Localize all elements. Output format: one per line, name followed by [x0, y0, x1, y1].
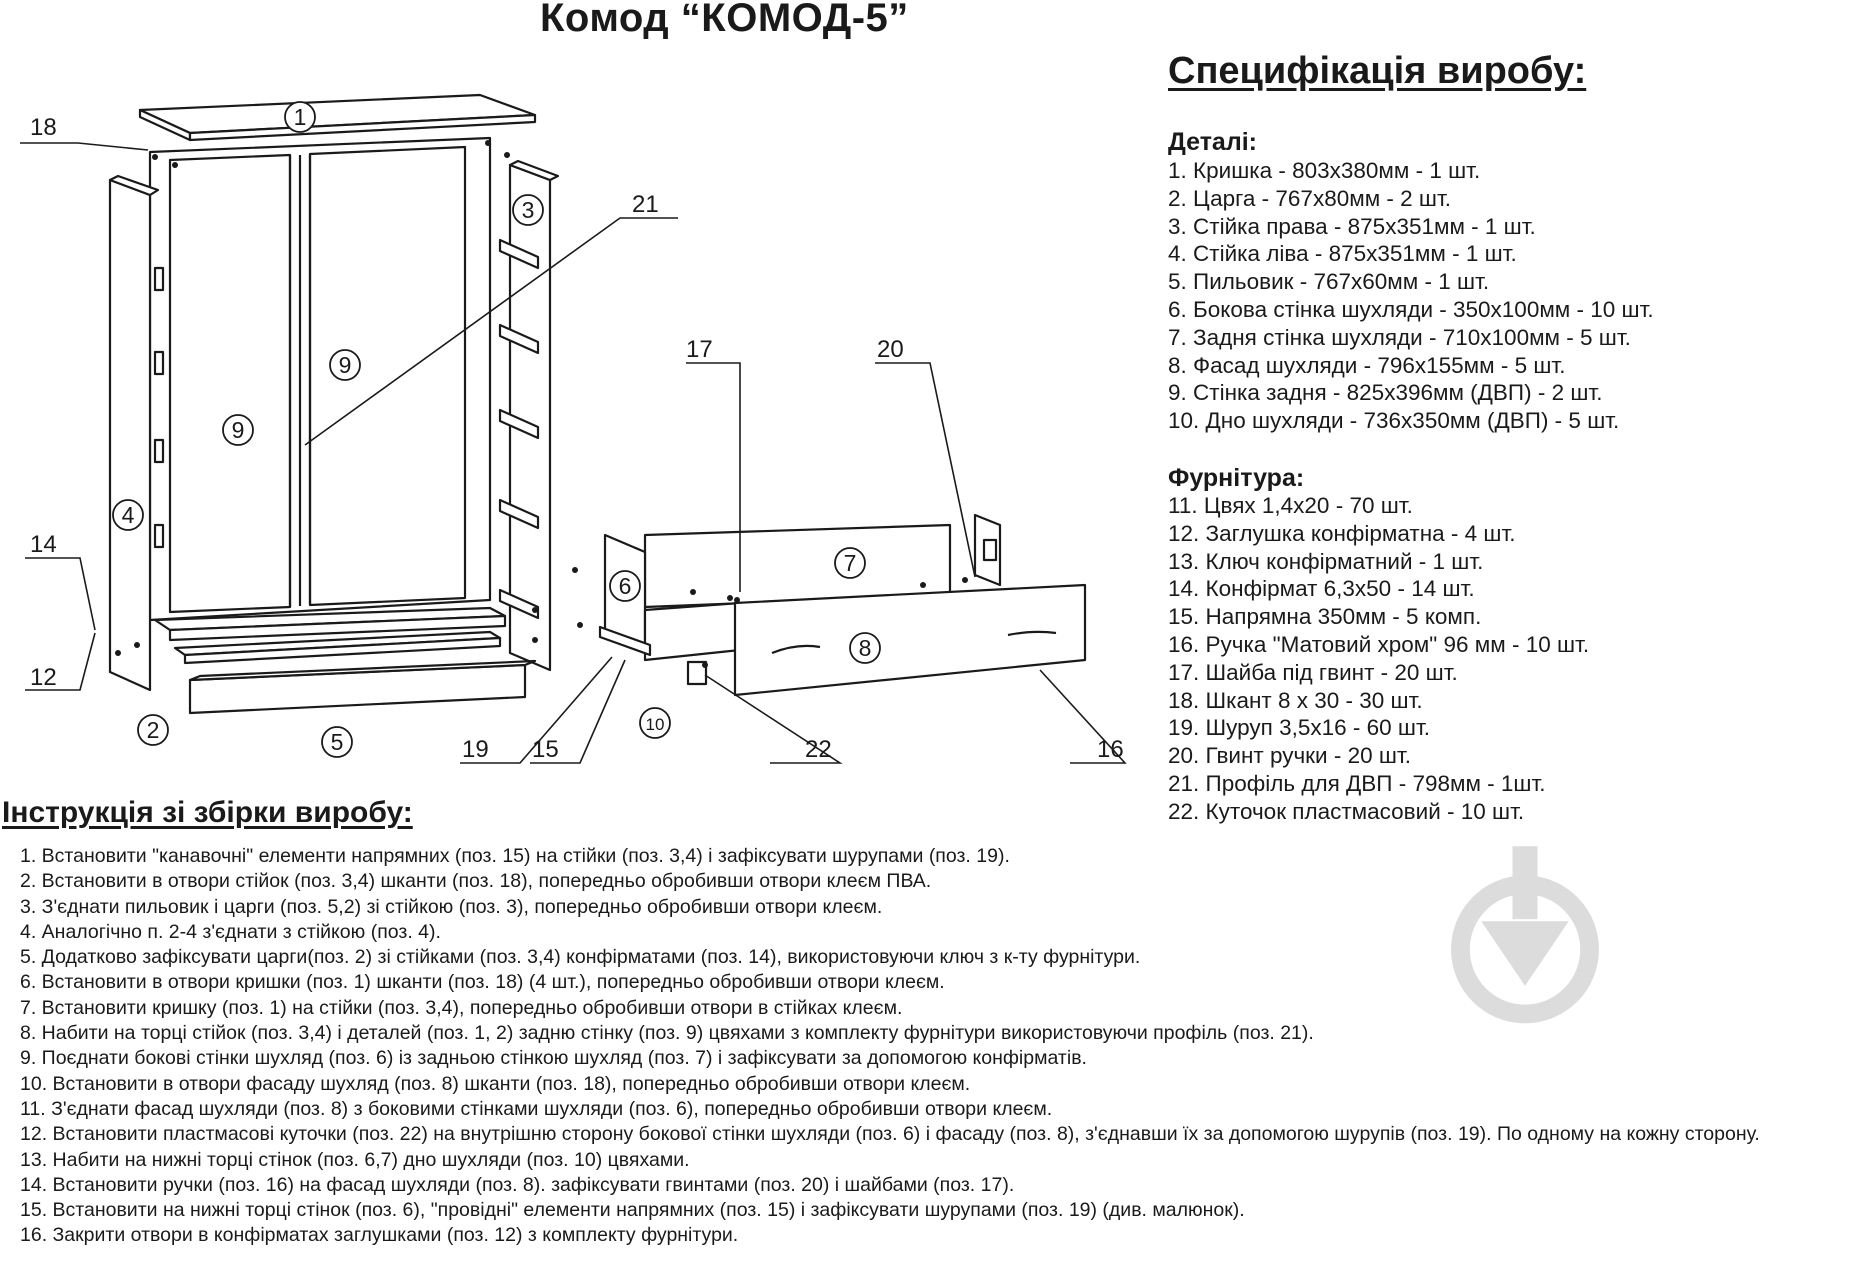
- circle-label: 3: [521, 197, 535, 223]
- circle-label: 10: [645, 715, 665, 734]
- back-panel-frame: [150, 138, 490, 620]
- instruction-step: 8. Набити на торці стійок (поз. 3,4) і деталей (поз. 1, 2) задню стінку (поз. 9) цвяхами з комплекту фурнітури використовуючи профіль (поз. 21).: [20, 1022, 1314, 1045]
- part-item: 4. Стійка ліва - 875х351мм - 1 шт.: [1168, 241, 1517, 267]
- circle-label: 5: [330, 729, 344, 755]
- hardware-item: 22. Куточок пластмасовий - 10 шт.: [1168, 798, 1525, 824]
- hardware-item: 16. Ручка "Матовий хром" 96 мм - 10 шт.: [1168, 631, 1590, 657]
- instruction-step: 14. Встановити ручки (поз. 16) на фасад шухляди (поз. 8). зафіксувати гвинтами (поз. 20) і шайбами (поз. 17).: [20, 1173, 1015, 1196]
- part-item: 8. Фасад шухляди - 796х155мм - 5 шт.: [1168, 352, 1566, 378]
- part-item: 6. Бокова стінка шухляди - 350х100мм - 10 шт.: [1168, 296, 1654, 322]
- instruction-step: 3. З'єднати пильовик і царги (поз. 5,2) зі стійкою (поз. 3), попередньо обробивши отвори клеєм.: [20, 895, 883, 918]
- circle-label: 6: [618, 573, 632, 599]
- document-title: Комод “КОМОД-5”: [540, 0, 909, 40]
- parts-heading: Деталі:: [1168, 128, 1257, 156]
- hardware-item: 13. Ключ конфірматний - 1 шт.: [1168, 548, 1484, 574]
- instruction-step: 6. Встановити в отвори кришки (поз. 1) шканти (поз. 18) (4 шт.), попередньо обробивши отвори клеєм.: [20, 971, 945, 994]
- callout-label: 20: [877, 336, 904, 363]
- callout-label: 19: [462, 736, 489, 763]
- instruction-step: 2. Встановити в отвори стійок (поз. 3,4) шканти (поз. 18), попередньо обробивши отвори клеєм ПВА.: [20, 870, 932, 893]
- circle-label: 4: [121, 502, 135, 528]
- callout-label: 12: [30, 664, 57, 691]
- instruction-step: 7. Встановити кришку (поз. 1) на стійки (поз. 3,4), попередньо обробивши отвори в стійках клеєм.: [20, 996, 903, 1019]
- hardware-item: 14. Конфірмат 6,3х50 - 14 шт.: [1168, 576, 1475, 602]
- part-item: 2. Царга - 767х80мм - 2 шт.: [1168, 185, 1452, 211]
- part-item: 7. Задня стінка шухляди - 710х100мм - 5 шт.: [1168, 324, 1631, 350]
- instruction-step: 15. Встановити на нижні торці стінок (поз. 6), "провідні" елементи напрямних (поз. 15) і зафіксувати шурупами (поз. 19) (див. малюнок).: [20, 1199, 1245, 1222]
- circle-label: 9: [338, 352, 352, 378]
- instruction-step: 9. Поєднати бокові стінки шухляд (поз. 6) із задньою стінкою шухляд (поз. 7) і зафіксувати за допомогою конфірматів.: [20, 1047, 1087, 1070]
- part-item: 3. Стійка права - 875х351мм - 1 шт.: [1168, 213, 1536, 239]
- callout-label: 22: [805, 736, 832, 763]
- left-side-panel: [110, 180, 150, 690]
- hardware-item: 17. Шайба під гвинт - 20 шт.: [1168, 659, 1458, 685]
- spec-heading: Специфікація виробу:: [1168, 50, 1587, 92]
- instructions-heading: Інструкція зі збірки виробу:: [2, 796, 413, 829]
- hardware-item: 19. Шуруп 3,5х16 - 60 шт.: [1168, 715, 1431, 741]
- hardware-heading: Фурнітура:: [1168, 464, 1305, 492]
- callout-label: 17: [686, 336, 713, 363]
- callout-label: 18: [30, 114, 57, 141]
- hardware-item: 12. Заглушка конфірматна - 4 шт.: [1168, 520, 1516, 546]
- circle-label: 9: [231, 417, 245, 443]
- instruction-step: 4. Аналогічно п. 2-4 з'єднати з стійкою (поз. 4).: [20, 920, 441, 943]
- circle-label: 2: [146, 717, 160, 743]
- drawer-bottom: [645, 603, 740, 660]
- callout-label: 14: [30, 531, 57, 558]
- circle-label: 8: [858, 635, 872, 661]
- hardware-item: 11. Цвях 1,4х20 - 70 шт.: [1168, 493, 1413, 518]
- part-item: 5. Пильовик - 767х60мм - 1 шт.: [1168, 269, 1490, 295]
- drawer-front: [735, 585, 1085, 695]
- callout-label: 16: [1097, 736, 1124, 763]
- instructions-list: [20, 844, 1860, 1249]
- hardware-list: [1168, 492, 1589, 826]
- parts-list: [1168, 157, 1654, 435]
- instruction-step: 12. Встановити пластмасові куточки (поз. 22) на внутрішню сторону бокової стінки шухляди (поз. 6) і фасаду (поз. 8), з'єднавши їх за допомогою шурупів (поз. 19). По одному на кожну сторону.: [20, 1123, 1760, 1146]
- hardware-item: 15. Напрямна 350мм - 5 комп.: [1168, 604, 1482, 630]
- assembly-drawing: [0, 0, 1160, 790]
- instruction-step: 16. Закрити отвори в конфірматах заглушками (поз. 12) з комплекту фурнітури.: [20, 1224, 739, 1247]
- callout-label: 15: [532, 736, 559, 763]
- instruction-step: 11. З'єднати фасад шухляди (поз. 8) з боковими стінками шухляди (поз. 6), попередньо обробивши отвори клеєм.: [20, 1097, 1053, 1120]
- hardware-item: 18. Шкант 8 х 30 - 30 шт.: [1168, 687, 1423, 713]
- circle-label: 1: [293, 104, 307, 130]
- part-item: 10. Дно шухляди - 736х350мм (ДВП) - 5 шт.: [1168, 408, 1620, 434]
- callout-label: 21: [632, 191, 659, 218]
- part-item: 1. Кришка - 803х380мм - 1 шт.: [1168, 158, 1481, 183]
- part-item: 9. Стінка задня - 825х396мм (ДВП) - 2 шт.: [1168, 380, 1603, 406]
- hardware-item: 21. Профіль для ДВП - 798мм - 1шт.: [1168, 770, 1546, 796]
- instruction-step: 5. Додатково зафіксувати царги(поз. 2) зі стійками (поз. 3,4) конфірматами (поз. 14), використовуючи ключ з к-ту фурнітури.: [20, 946, 1141, 969]
- instruction-step: 10. Встановити в отвори фасаду шухляд (поз. 8) шканти (поз. 18), попередньо обробивши отвори клеєм.: [20, 1072, 971, 1095]
- hardware-item: 20. Гвинт ручки - 20 шт.: [1168, 743, 1411, 769]
- instruction-step: 1. Встановити "канавочні" елементи напрямних (поз. 15) на стійки (поз. 3,4) і зафіксувати шурупами (поз. 19).: [20, 845, 1010, 867]
- circle-label: 7: [843, 550, 857, 576]
- instruction-step: 13. Набити на нижні торці стінок (поз. 6,7) дно шухляди (поз. 10) цвяхами.: [20, 1148, 690, 1171]
